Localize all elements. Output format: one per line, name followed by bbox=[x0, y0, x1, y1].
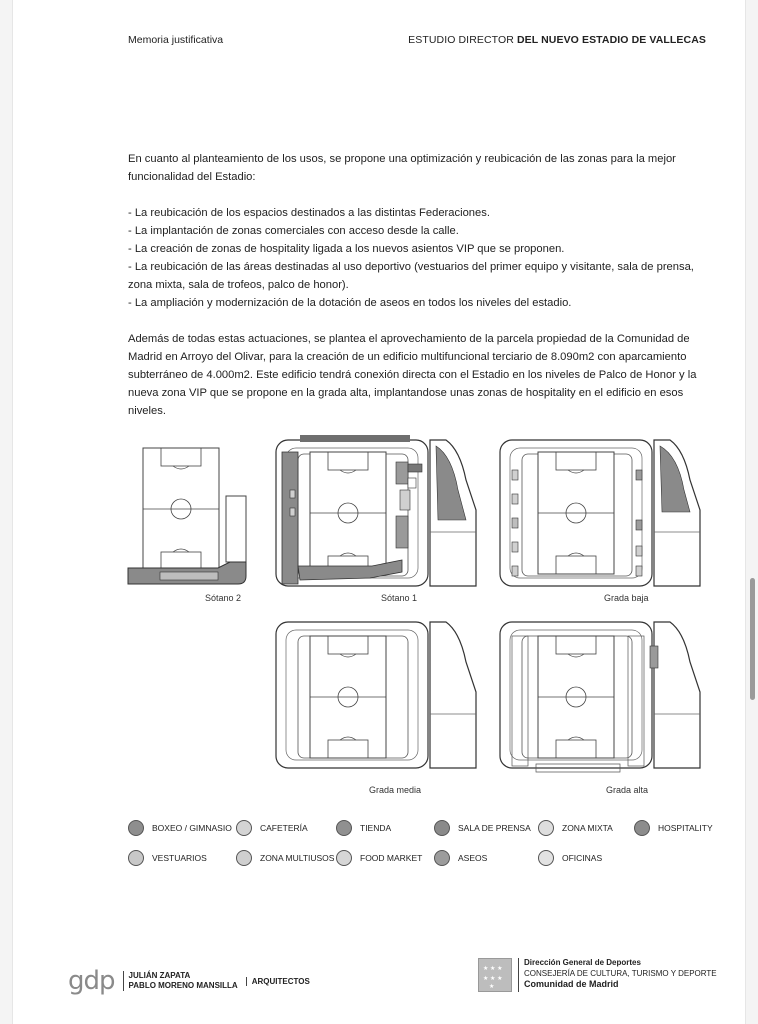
legend-item bbox=[336, 820, 391, 836]
legend-swatch bbox=[128, 820, 144, 836]
legend-swatch bbox=[434, 850, 450, 866]
bullet-item: - La ampliación y modernización de la dotación de aseos en todos los niveles del estadio. bbox=[128, 297, 572, 309]
footer-architects bbox=[68, 966, 310, 996]
legend-label: ZONA MIXTA bbox=[562, 823, 613, 833]
organization-text bbox=[518, 958, 717, 992]
header-right-bold: DEL NUEVO ESTADIO DE VALLECAS bbox=[516, 34, 706, 46]
header-right-normal: ESTUDIO DIRECTOR bbox=[408, 34, 514, 46]
legend-item bbox=[336, 850, 422, 866]
header-left-title: Memoria justificativa bbox=[128, 34, 224, 46]
plan-grada-baja bbox=[500, 440, 700, 586]
legend-swatch bbox=[434, 820, 450, 836]
plan-label-sotano-1: Sótano 1 bbox=[381, 593, 418, 603]
madrid-flag-icon: ★ ★ ★ ★ ★ ★ ★ bbox=[478, 958, 512, 992]
legend-item bbox=[538, 850, 602, 866]
legend-item bbox=[434, 820, 531, 836]
plan-sotano-1 bbox=[276, 435, 476, 586]
architect-name: JULIÁN ZAPATA bbox=[128, 971, 191, 980]
plan-grada-alta bbox=[500, 622, 700, 772]
legend-label: OFICINAS bbox=[562, 853, 603, 863]
legend-item bbox=[538, 820, 613, 836]
legend-item bbox=[434, 850, 487, 866]
closing-paragraph: Además de todas estas actuaciones, se plantea el aprovechamiento de la parcela propiedad de la Comunidad de Madrid en Arroyo del Olivar, para la creación de un edificio multifuncional terciario de 8.090m2 con aparcamiento subterráneo de 4.000m2. Este edificio tendrá conexión directa con el Estadio en los niveles de Palco de Honor y la nueva zona VIP que se propone en la grada alta, implantandose unas zonas de hospitality en el edificio en esos niveles. bbox=[128, 333, 697, 417]
legend-label: TIENDA bbox=[360, 823, 392, 833]
legend-item bbox=[236, 850, 334, 866]
legend-item bbox=[128, 850, 207, 866]
plan-grada-media bbox=[276, 622, 476, 768]
legend-swatch bbox=[236, 850, 252, 866]
org-line: Comunidad de Madrid bbox=[524, 979, 619, 989]
studio-label: ARQUITECTOS bbox=[246, 977, 310, 986]
legend-swatch bbox=[128, 850, 144, 866]
org-line: Dirección General de Deportes bbox=[524, 958, 641, 967]
bullet-item: - La reubicación de las áreas destinadas al uso deportivo (vestuarios del primer equipo y visitante, sala de prensa, zona mixta, sala de trofeos, palco de honor). bbox=[128, 261, 694, 291]
bullet-item: - La creación de zonas de hospitality ligada a los nuevos asientos VIP que se proponen. bbox=[128, 243, 565, 255]
legend-item bbox=[236, 820, 308, 836]
gdp-logo: gdp bbox=[68, 966, 115, 996]
legend-swatch bbox=[236, 820, 252, 836]
plan-label-grada-baja: Grada baja bbox=[604, 593, 649, 603]
legend-label: ASEOS bbox=[458, 853, 488, 863]
legend-swatch bbox=[538, 850, 554, 866]
plan-label-grada-media: Grada media bbox=[369, 785, 422, 795]
bullet-item: - La implantación de zonas comerciales con acceso desde la calle. bbox=[128, 225, 459, 237]
legend-label: CAFETERÍA bbox=[260, 823, 308, 833]
legend-item bbox=[128, 820, 232, 836]
plan-sotano-2 bbox=[128, 440, 248, 586]
legend-item bbox=[634, 820, 713, 836]
architect-name: PABLO MORENO MANSILLA bbox=[128, 981, 238, 990]
legend-label: BOXEO / GIMNASIO bbox=[152, 823, 232, 833]
legend-label: ZONA MULTIUSOS bbox=[260, 853, 335, 863]
legend-swatch bbox=[634, 820, 650, 836]
legend-label: HOSPITALITY bbox=[658, 823, 713, 833]
legend-label: SALA DE PRENSA bbox=[458, 823, 531, 833]
intro-paragraph: En cuanto al planteamiento de los usos, se propone una optimización y reubicación de las zonas para la mejor funcionalidad del Estadio: bbox=[128, 153, 676, 183]
legend-swatch bbox=[538, 820, 554, 836]
org-line: CONSEJERÍA DE CULTURA, TURISMO Y DEPORTE bbox=[524, 968, 717, 978]
plan-label-grada-alta: Grada alta bbox=[606, 785, 649, 795]
legend-label: FOOD MARKET bbox=[360, 853, 423, 863]
legend-label: VESTUARIOS bbox=[152, 853, 207, 863]
bullet-item: - La reubicación de los espacios destinados a las distintas Federaciones. bbox=[128, 207, 490, 219]
footer-comunidad-madrid bbox=[478, 958, 717, 992]
plan-label-sotano-2: Sótano 2 bbox=[205, 593, 242, 603]
architect-names bbox=[123, 971, 238, 991]
legend-swatch bbox=[336, 820, 352, 836]
legend-swatch bbox=[336, 850, 352, 866]
